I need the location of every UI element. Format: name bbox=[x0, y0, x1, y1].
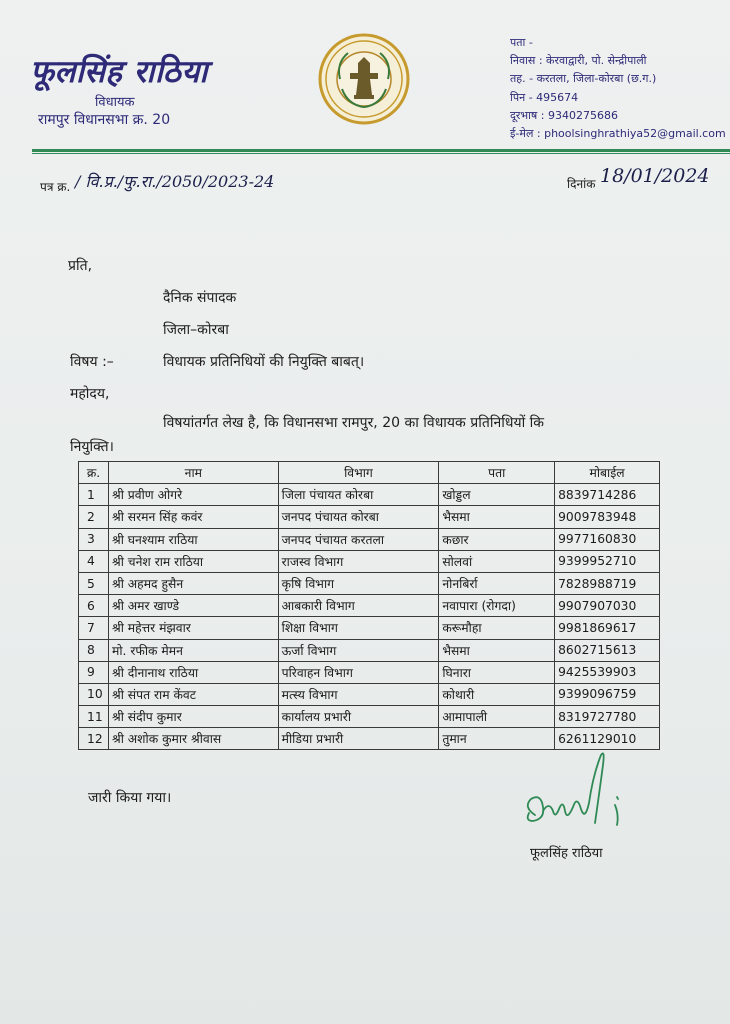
cell-serial: 2 bbox=[79, 506, 109, 528]
closing-line: जारी किया गया। bbox=[88, 790, 172, 806]
cell-serial: 9 bbox=[79, 661, 109, 683]
cell-department: जनपद पंचायत करतला bbox=[278, 528, 439, 550]
cell-department: राजस्व विभाग bbox=[278, 550, 439, 572]
signatory-name: फूलसिंह राठिया bbox=[530, 846, 603, 861]
cell-address: भैसमा bbox=[439, 506, 555, 528]
letterhead-divider bbox=[32, 149, 730, 152]
cell-address: कछार bbox=[439, 528, 555, 550]
cell-name: श्री संदीप कुमार bbox=[108, 706, 278, 728]
cell-mobile: 8839714286 bbox=[555, 484, 660, 506]
cell-department: शिक्षा विभाग bbox=[278, 617, 439, 639]
letterhead-divider-thin bbox=[32, 153, 730, 154]
column-header-mobile: मोबाईल bbox=[555, 462, 660, 484]
cell-mobile: 9399952710 bbox=[555, 550, 660, 572]
table-row bbox=[79, 661, 660, 683]
cell-address: नवापारा (रोगदा) bbox=[439, 595, 555, 617]
signature bbox=[515, 745, 645, 845]
address-line: पिन - 495674 bbox=[510, 90, 579, 104]
cell-serial: 10 bbox=[79, 683, 109, 705]
cell-serial: 5 bbox=[79, 572, 109, 594]
cell-name: मो. रफीक मेमन bbox=[108, 639, 278, 661]
cell-name: श्री प्रवीण ओगरे bbox=[108, 484, 278, 506]
table-row bbox=[79, 484, 660, 506]
letterhead-name: फूलसिंह राठिया bbox=[30, 54, 208, 90]
subject-text: विधायक प्रतिनिधियों की नियुक्ति बाबत्। bbox=[163, 354, 365, 370]
recipient-title: दैनिक संपादक bbox=[163, 290, 237, 306]
cell-address: करूमौहा bbox=[439, 617, 555, 639]
table-row bbox=[79, 639, 660, 661]
representatives-table bbox=[78, 461, 660, 750]
table-row bbox=[79, 550, 660, 572]
cell-address: नोनबिर्रा bbox=[439, 572, 555, 594]
table-header-row bbox=[79, 462, 660, 484]
table-row bbox=[79, 572, 660, 594]
letter-number-label: पत्र क्र. bbox=[40, 180, 71, 194]
table-row bbox=[79, 506, 660, 528]
assembly-seal-logo bbox=[318, 33, 410, 125]
letterhead-constituency: रामपुर विधानसभा क्र. 20 bbox=[38, 112, 171, 128]
cell-mobile: 8319727780 bbox=[555, 706, 660, 728]
cell-name: श्री महेत्तर मंझवार bbox=[108, 617, 278, 639]
table-row bbox=[79, 706, 660, 728]
cell-department: जनपद पंचायत कोरबा bbox=[278, 506, 439, 528]
cell-name: श्री दीनानाथ राठिया bbox=[108, 661, 278, 683]
cell-address: आमापाली bbox=[439, 706, 555, 728]
cell-serial: 1 bbox=[79, 484, 109, 506]
column-header-department: विभाग bbox=[278, 462, 439, 484]
cell-address: घिनारा bbox=[439, 661, 555, 683]
cell-name: श्री घनश्याम राठिया bbox=[108, 528, 278, 550]
cell-mobile: 6261129010 bbox=[555, 728, 660, 750]
table-row bbox=[79, 528, 660, 550]
cell-address: खोड्डल bbox=[439, 484, 555, 506]
cell-department: आबकारी विभाग bbox=[278, 595, 439, 617]
cell-serial: 3 bbox=[79, 528, 109, 550]
address-line: पता - bbox=[510, 36, 533, 49]
table-row bbox=[79, 617, 660, 639]
recipient-district: जिला–कोरबा bbox=[163, 322, 229, 338]
cell-name: श्री सरमन सिंह कवंर bbox=[108, 506, 278, 528]
letterhead-address bbox=[510, 34, 726, 143]
cell-mobile: 9977160830 bbox=[555, 528, 660, 550]
cell-name: श्री संपत राम केंवट bbox=[108, 683, 278, 705]
cell-address: सोलवां bbox=[439, 550, 555, 572]
body-paragraph-line: नियुक्ति। bbox=[70, 439, 114, 455]
cell-serial: 11 bbox=[79, 706, 109, 728]
subject-label: विषय :– bbox=[70, 354, 114, 370]
address-line: तह. - करतला, जिला-कोरबा (छ.ग.) bbox=[510, 72, 657, 86]
cell-department: परिवाहन विभाग bbox=[278, 661, 439, 683]
cell-address: कोथारी bbox=[439, 683, 555, 705]
cell-mobile: 9009783948 bbox=[555, 506, 660, 528]
cell-department: जिला पंचायत कोरबा bbox=[278, 484, 439, 506]
date-label: दिनांक bbox=[567, 177, 596, 191]
letterhead-designation: विधायक bbox=[95, 95, 135, 110]
cell-name: श्री अशोक कुमार श्रीवास bbox=[108, 728, 278, 750]
cell-mobile: 8602715613 bbox=[555, 639, 660, 661]
cell-department: मीडिया प्रभारी bbox=[278, 728, 439, 750]
cell-serial: 7 bbox=[79, 617, 109, 639]
cell-serial: 12 bbox=[79, 728, 109, 750]
table-row bbox=[79, 683, 660, 705]
column-header-name: नाम bbox=[108, 462, 278, 484]
cell-name: श्री चनेश राम राठिया bbox=[108, 550, 278, 572]
cell-mobile: 9981869617 bbox=[555, 617, 660, 639]
letter-date: 18/01/2024 bbox=[600, 165, 710, 187]
salutation: महोदय, bbox=[70, 386, 110, 402]
cell-department: मत्स्य विभाग bbox=[278, 683, 439, 705]
cell-department: कार्यालय प्रभारी bbox=[278, 706, 439, 728]
cell-mobile: 9399096759 bbox=[555, 683, 660, 705]
column-header-serial: क्र. bbox=[79, 462, 109, 484]
cell-mobile: 9907907030 bbox=[555, 595, 660, 617]
to-line: प्रति, bbox=[68, 258, 93, 274]
cell-name: श्री अहमद हुसैन bbox=[108, 572, 278, 594]
cell-name: श्री अमर खाण्डे bbox=[108, 595, 278, 617]
cell-serial: 8 bbox=[79, 639, 109, 661]
table-row bbox=[79, 595, 660, 617]
body-paragraph-line: विषयांतर्गत लेख है, कि विधानसभा रामपुर, 20 का विधायक प्रतिनिधियों कि bbox=[163, 415, 545, 431]
address-line: निवास : केरवाद्वारी, पो. सेन्द्रीपाली bbox=[510, 54, 647, 68]
cell-address: भैसमा bbox=[439, 639, 555, 661]
letter-number: / वि.प्र./फु.रा./2050/2023-24 bbox=[75, 172, 275, 191]
column-header-address: पता bbox=[439, 462, 555, 484]
address-line: दूरभाष : 9340275686 bbox=[510, 108, 618, 122]
cell-department: ऊर्जा विभाग bbox=[278, 639, 439, 661]
cell-mobile: 9425539903 bbox=[555, 661, 660, 683]
cell-department: कृषि विभाग bbox=[278, 572, 439, 594]
cell-serial: 4 bbox=[79, 550, 109, 572]
cell-address: तुमान bbox=[439, 728, 555, 750]
address-line: ई-मेल : phoolsinghrathiya52@gmail.com bbox=[510, 127, 726, 141]
cell-mobile: 7828988719 bbox=[555, 572, 660, 594]
cell-serial: 6 bbox=[79, 595, 109, 617]
